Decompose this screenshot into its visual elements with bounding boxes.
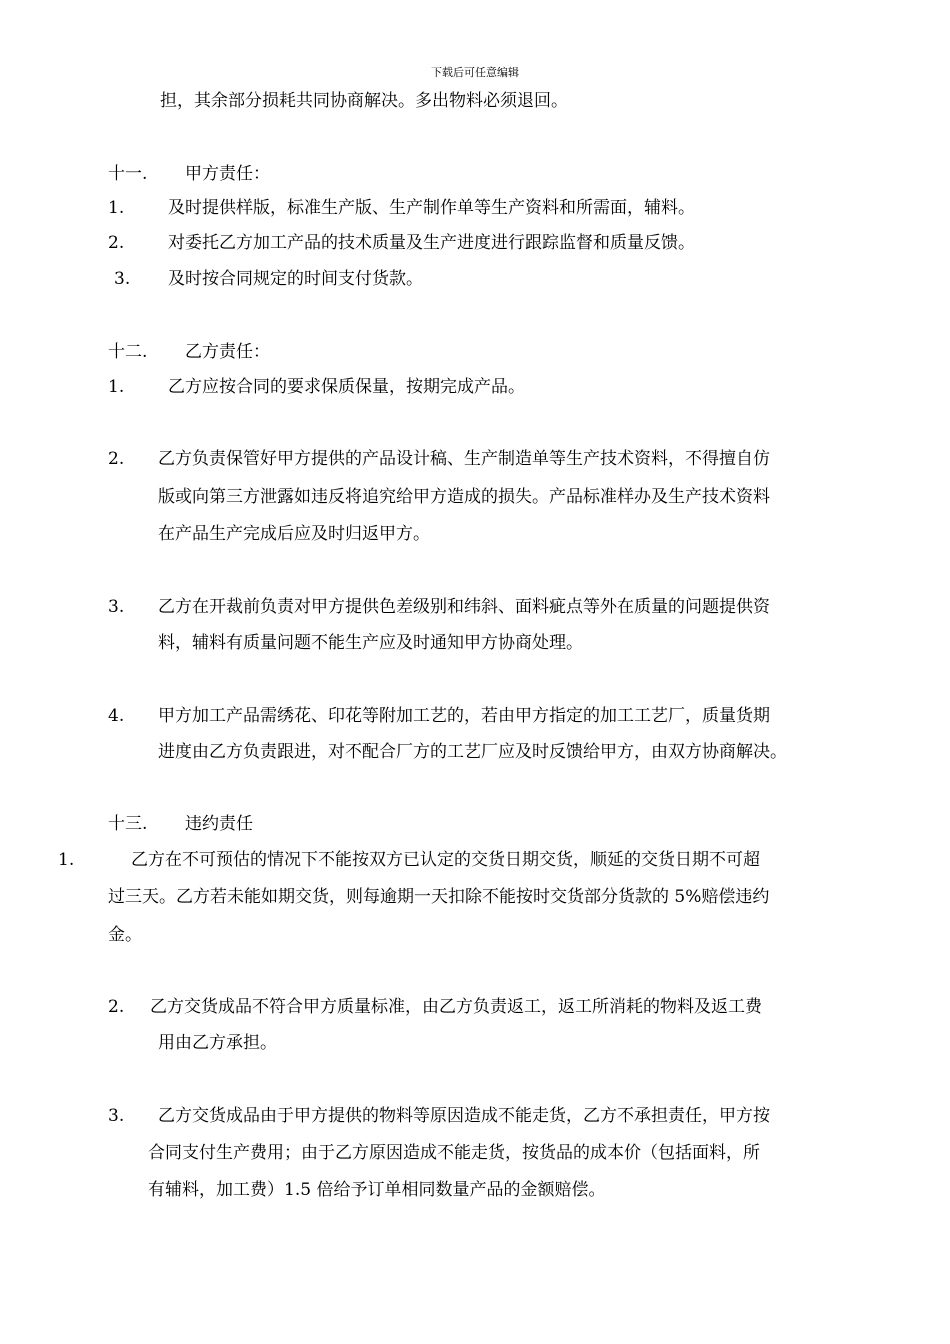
section-12-item-2-line-1: 乙方负责保管好甲方提供的产品设计稿、生产制造单等生产技术资料，不得擅自仿 [158, 449, 770, 469]
section-11-item-2-number: 2. [108, 233, 125, 253]
section-13-item-3-line-1: 乙方交货成品由于甲方提供的物料等原因造成不能走货，乙方不承担责任，甲方按 [158, 1106, 770, 1126]
section-11-item-1-number: 1. [108, 198, 125, 218]
section-12-item-2-number: 2. [108, 449, 125, 469]
section-13-item-1-line-1: 乙方在不可预估的情况下不能按双方已认定的交货日期交货，顺延的交货日期不可超 [131, 850, 760, 870]
page-header-note: 下载后可任意编辑 [431, 66, 519, 79]
section-12-item-3-line-1: 乙方在开裁前负责对甲方提供色差级别和纬斜、面料疵点等外在质量的问题提供资 [158, 597, 770, 617]
section-12-number: 十二. [108, 342, 148, 362]
section-13-item-2-number: 2. [108, 997, 125, 1017]
section-12-item-4-number: 4. [108, 706, 125, 726]
section-12-item-1-number: 1. [108, 377, 125, 397]
section-11-item-3-text: 及时按合同规定的时间支付货款。 [168, 269, 423, 289]
section-12-item-3-number: 3. [108, 597, 125, 617]
section-13-item-2-line-2: 用由乙方承担。 [158, 1033, 277, 1053]
section-13-item-3-line-2: 合同支付生产费用；由于乙方原因造成不能走货，按货品的成本价（包括面料，所 [148, 1143, 760, 1163]
section-11-item-1-text: 及时提供样版，标准生产版、生产制作单等生产资料和所需面，辅料。 [168, 198, 695, 218]
section-13-item-1-number: 1. [58, 850, 75, 870]
section-13-title: 违约责任 [185, 814, 253, 834]
section-13-item-1-line-3: 金。 [108, 925, 142, 945]
section-13-item-3-line-3: 有辅料，加工费）1.5 倍给予订单相同数量产品的金额赔偿。 [148, 1180, 606, 1200]
section-13-item-3-number: 3. [108, 1106, 125, 1126]
section-13-item-1-line-2: 过三天。乙方若未能如期交货，则每逾期一天扣除不能按时交货部分货款的 5%赔偿违约 [108, 887, 770, 907]
section-13-item-2-line-1: 乙方交货成品不符合甲方质量标准，由乙方负责返工，返工所消耗的物料及返工费 [150, 997, 762, 1017]
section-11-item-3-number: 3. [114, 269, 131, 289]
section-12-item-4-line-2: 进度由乙方负责跟进，对不配合厂方的工艺厂应及时反馈给甲方，由双方协商解决。 [158, 742, 787, 762]
section-13-number: 十三. [108, 814, 148, 834]
section-12-title: 乙方责任： [185, 342, 270, 362]
section-12-item-3-line-2: 料，辅料有质量问题不能生产应及时通知甲方协商处理。 [158, 633, 583, 653]
section-12-item-2-line-3: 在产品生产完成后应及时归返甲方。 [158, 524, 430, 544]
section-12-item-1-line-1: 乙方应按合同的要求保质保量，按期完成产品。 [168, 377, 525, 397]
section-12-item-4-line-1: 甲方加工产品需绣花、印花等附加工艺的，若由甲方指定的加工工艺厂，质量货期 [158, 706, 770, 726]
section-11-number: 十一. [108, 164, 148, 184]
section-11-item-2-text: 对委托乙方加工产品的技术质量及生产进度进行跟踪监督和质量反馈。 [168, 233, 695, 253]
section-12-item-2-line-2: 版或向第三方泄露如违反将追究给甲方造成的损失。产品标准样办及生产技术资料 [158, 487, 770, 507]
intro-line: 担，其余部分损耗共同协商解决。多出物料必须退回。 [160, 91, 568, 111]
section-11-title: 甲方责任： [185, 164, 270, 184]
